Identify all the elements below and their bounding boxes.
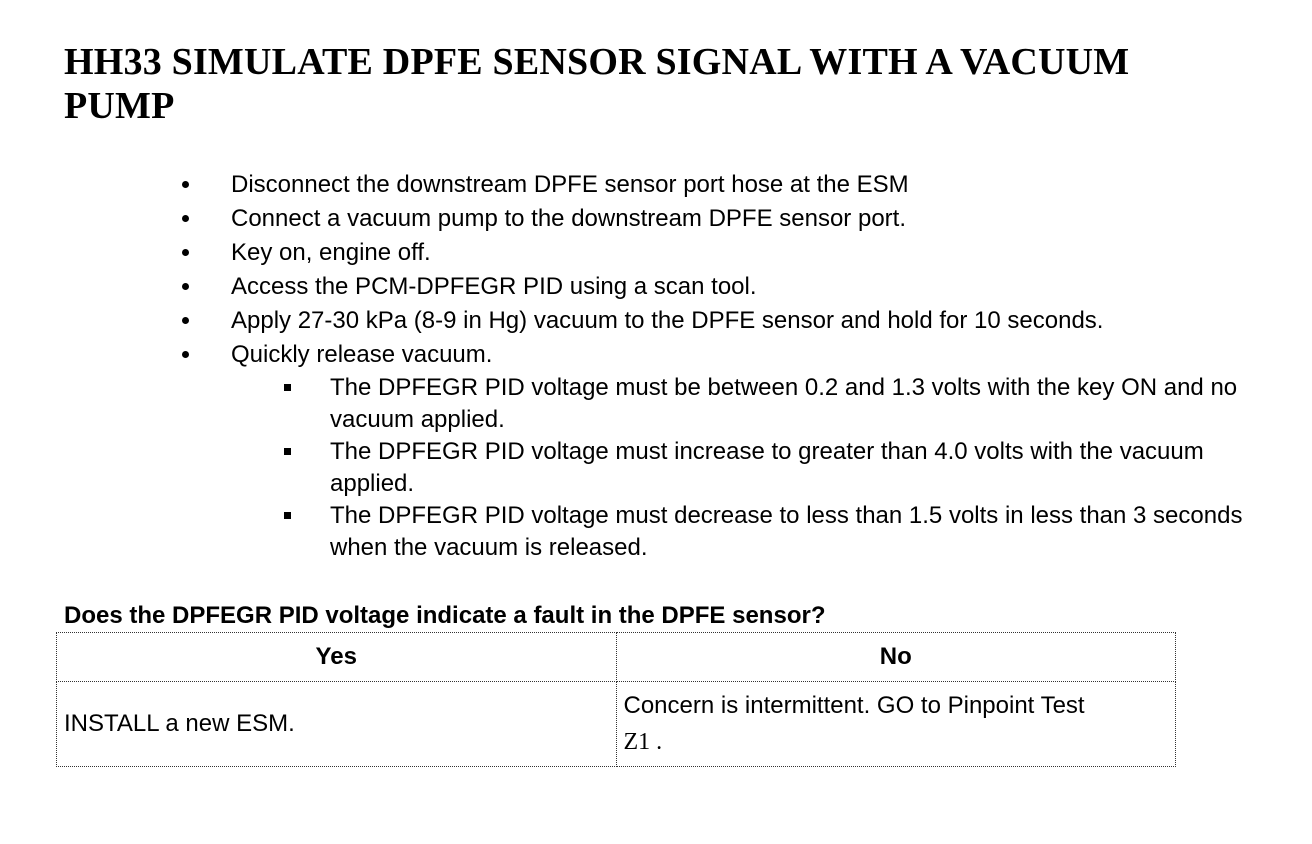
procedure-step (0, 304, 1312, 338)
table-row (57, 682, 1176, 767)
yes-action-text: INSTALL a new ESM. (64, 710, 295, 737)
step-text: Connect a vacuum pump to the downstream DPFE sensor port. (231, 205, 906, 232)
yes-column-header: Yes (57, 633, 617, 682)
procedure-steps (0, 168, 1312, 564)
step-text: Access the PCM-DPFEGR PID using a scan tool. (231, 273, 757, 300)
square-bullet-icon (284, 384, 291, 391)
bullet-icon (182, 181, 189, 188)
bullet-icon (182, 317, 189, 324)
procedure-step (0, 236, 1312, 270)
square-bullet-icon (284, 448, 291, 455)
procedure-step (0, 202, 1312, 236)
decision-question: Does the DPFEGR PID voltage indicate a fault in the DPFE sensor? (64, 602, 826, 629)
step-text: Disconnect the downstream DPFE sensor port hose at the ESM (231, 171, 909, 198)
step-text: Key on, engine off. (231, 239, 431, 266)
bullet-icon (182, 283, 189, 290)
criterion-text: The DPFEGR PID voltage must increase to greater than 4.0 volts with the vacuum applied. (330, 438, 1204, 497)
criterion-text: The DPFEGR PID voltage must be between 0.2 and 1.3 volts with the key ON and no vacuum applied. (330, 374, 1238, 433)
no-column-header: No (616, 633, 1176, 682)
procedure-step (0, 270, 1312, 304)
bullet-icon (182, 215, 189, 222)
bullet-icon (182, 249, 189, 256)
page-title: HH33 SIMULATE DPFE SENSOR SIGNAL WITH A VACUUM PUMP (64, 41, 1130, 127)
bullet-icon (182, 351, 189, 358)
procedure-step (0, 338, 1312, 564)
voltage-criterion (330, 436, 1260, 500)
table-header-row (57, 633, 1176, 682)
yes-action-cell (57, 682, 617, 767)
voltage-criteria-list (231, 372, 1312, 564)
voltage-criterion (330, 500, 1260, 564)
pinpoint-test-link[interactable]: Z1 . (623, 729, 663, 755)
square-bullet-icon (284, 512, 291, 519)
decision-table (56, 632, 1176, 767)
no-action-text: Concern is intermittent. GO to Pinpoint Test (623, 692, 1085, 719)
no-action-cell (616, 682, 1176, 767)
criterion-text: The DPFEGR PID voltage must decrease to less than 1.5 volts in less than 3 seconds when the vacuum is released. (330, 502, 1243, 561)
step-text: Quickly release vacuum. (231, 341, 493, 368)
procedure-step (0, 168, 1312, 202)
voltage-criterion (330, 372, 1260, 436)
step-text: Apply 27-30 kPa (8-9 in Hg) vacuum to the DPFE sensor and hold for 10 seconds. (231, 307, 1104, 334)
